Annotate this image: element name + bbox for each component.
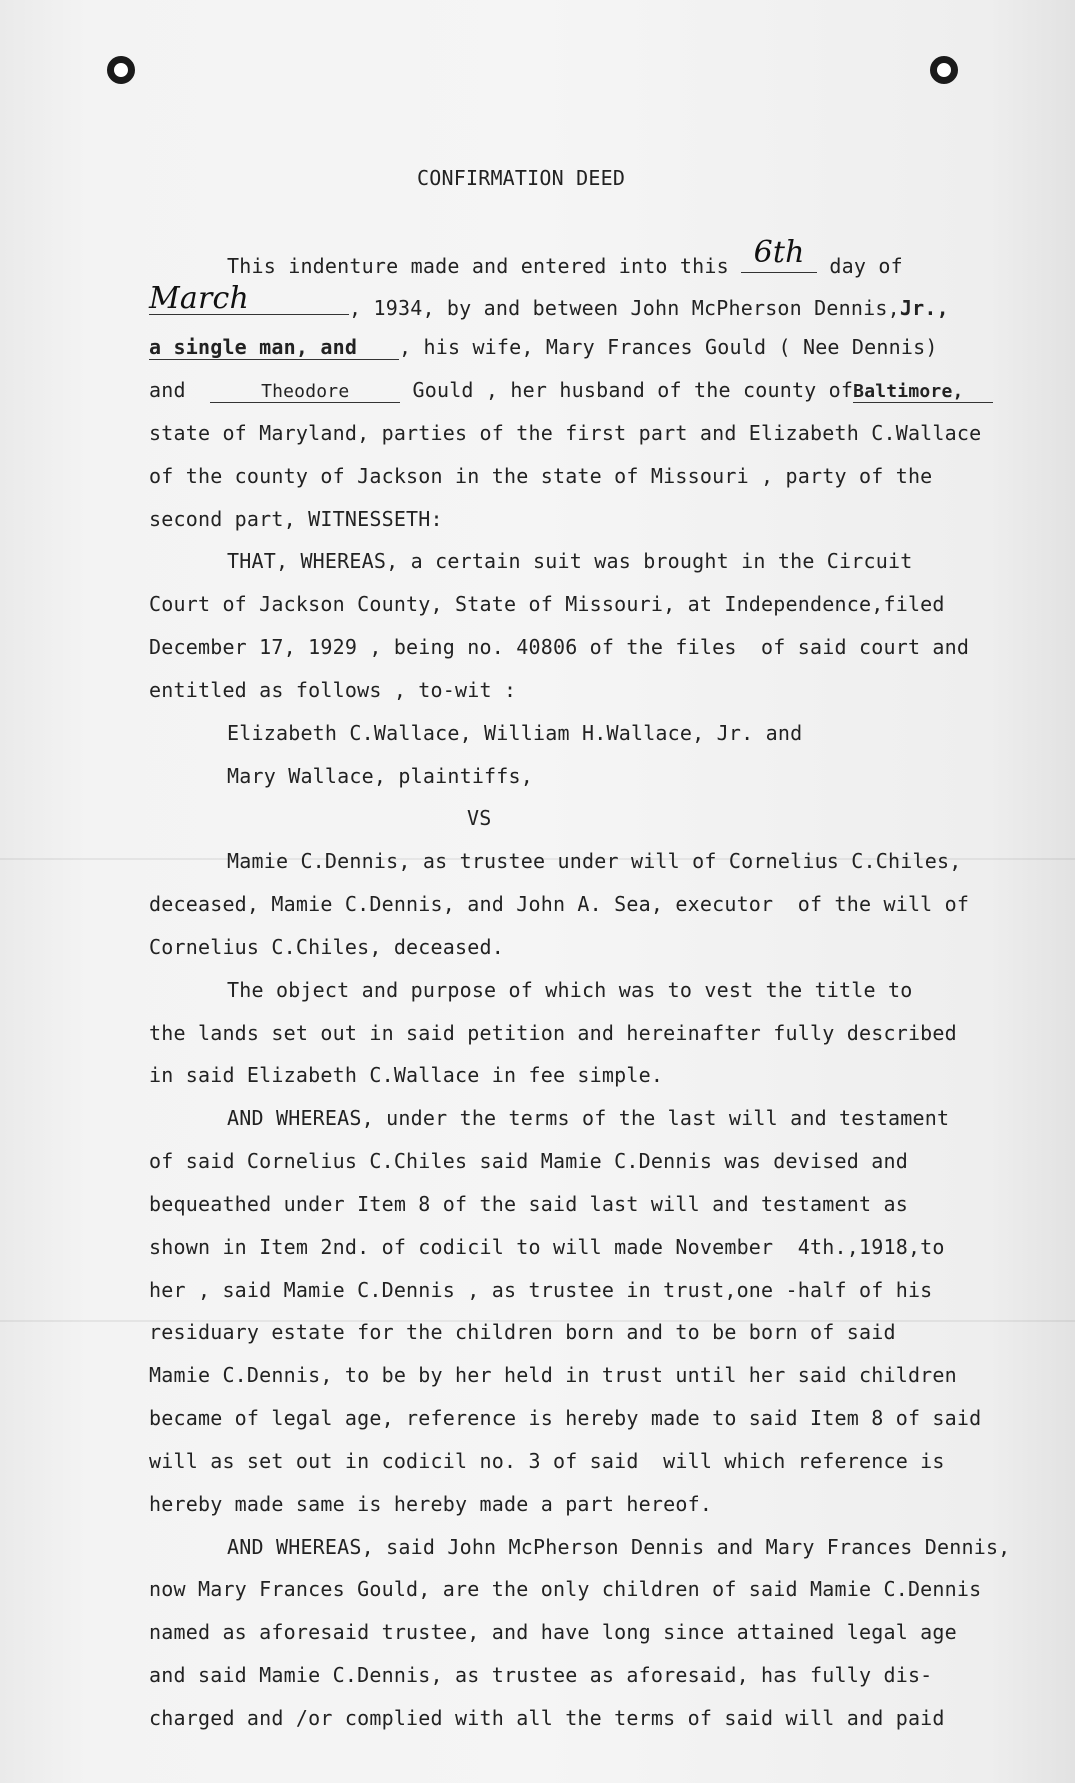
handwritten-day: 6th bbox=[753, 235, 805, 270]
text-line: her , said Mamie C.Dennis , as trustee in trust,one -half of his bbox=[149, 1278, 933, 1302]
text-line: and said Mamie C.Dennis, as trustee as aforesaid, has fully dis- bbox=[149, 1663, 933, 1687]
page-title: CONFIRMATION DEED bbox=[417, 166, 626, 190]
text-line: AND WHEREAS, under the terms of the last will and testament bbox=[227, 1106, 950, 1130]
typed-insert-theodore: Theodore bbox=[210, 381, 400, 403]
text-line: Court of Jackson County, State of Missouri, at Independence,filed bbox=[149, 592, 945, 616]
versus-label: VS bbox=[467, 806, 492, 830]
text-line: the lands set out in said petition and hereinafter fully described bbox=[149, 1021, 957, 1045]
text-line: Mamie C.Dennis, to be by her held in trust until her said children bbox=[149, 1363, 957, 1387]
text-line: now Mary Frances Gould, are the only children of said Mamie C.Dennis bbox=[149, 1577, 982, 1601]
text-line: and Theodore Gould , her husband of the county ofBaltimore, bbox=[149, 378, 993, 403]
text-line: second part, WITNESSETH: bbox=[149, 507, 443, 531]
month-blank bbox=[149, 281, 349, 316]
text-line: This indenture made and entered into this 6th day of bbox=[227, 235, 903, 278]
text-line: a single man, and , his wife, Mary Frances Gould ( Nee Dennis) bbox=[149, 335, 938, 359]
text-line: of the county of Jackson in the state of Missouri , party of the bbox=[149, 464, 933, 488]
text-line: of said Cornelius C.Chiles said Mamie C.Dennis was devised and bbox=[149, 1149, 908, 1173]
text-line: Cornelius C.Chiles, deceased. bbox=[149, 935, 504, 959]
text-line: Elizabeth C.Wallace, William H.Wallace, Jr. and bbox=[227, 721, 803, 745]
text-line: residuary estate for the children born and to be born of said bbox=[149, 1320, 896, 1344]
handwritten-month: March bbox=[149, 281, 250, 316]
text-line: charged and /or complied with all the terms of said will and paid bbox=[149, 1706, 945, 1730]
text-line: AND WHEREAS, said John McPherson Dennis and Mary Frances Dennis, bbox=[227, 1535, 1011, 1559]
text-line: named as aforesaid trustee, and have long since attained legal age bbox=[149, 1620, 957, 1644]
text-line: became of legal age, reference is hereby made to said Item 8 of said bbox=[149, 1406, 982, 1430]
text-line: state of Maryland, parties of the first part and Elizabeth C.Wallace bbox=[149, 421, 982, 445]
text-line: December 17, 1929 , being no. 40806 of the files of said court and bbox=[149, 635, 970, 659]
text-line: entitled as follows , to-wit : bbox=[149, 678, 517, 702]
text-line: hereby made same is hereby made a part hereof. bbox=[149, 1492, 713, 1516]
text-line: Mamie C.Dennis, as trustee under will of Cornelius C.Chiles, bbox=[227, 849, 962, 873]
text-line: deceased, Mamie C.Dennis, and John A. Sea, executor of the will of bbox=[149, 892, 970, 916]
typed-insert-single-man: a single man, and bbox=[149, 335, 399, 360]
text-line: THAT, WHEREAS, a certain suit was brought in the Circuit bbox=[227, 549, 913, 573]
punch-hole-left bbox=[107, 56, 135, 84]
typed-insert-baltimore: Baltimore, bbox=[853, 381, 993, 403]
text-line: The object and purpose of which was to vest the title to bbox=[227, 978, 913, 1002]
text-line: will as set out in codicil no. 3 of said will which reference is bbox=[149, 1449, 945, 1473]
text-line: bequeathed under Item 8 of the said last will and testament as bbox=[149, 1192, 908, 1216]
punch-hole-right bbox=[930, 56, 958, 84]
day-blank bbox=[741, 235, 817, 273]
text-line: shown in Item 2nd. of codicil to will made November 4th.,1918,to bbox=[149, 1235, 945, 1259]
text-line: Mary Wallace, plaintiffs, bbox=[227, 764, 534, 788]
text-line: in said Elizabeth C.Wallace in fee simple. bbox=[149, 1063, 664, 1087]
typed-insert-jr: Jr., bbox=[899, 296, 949, 320]
text-line: March , 1934, by and between John McPherson Dennis,Jr., bbox=[149, 281, 949, 320]
